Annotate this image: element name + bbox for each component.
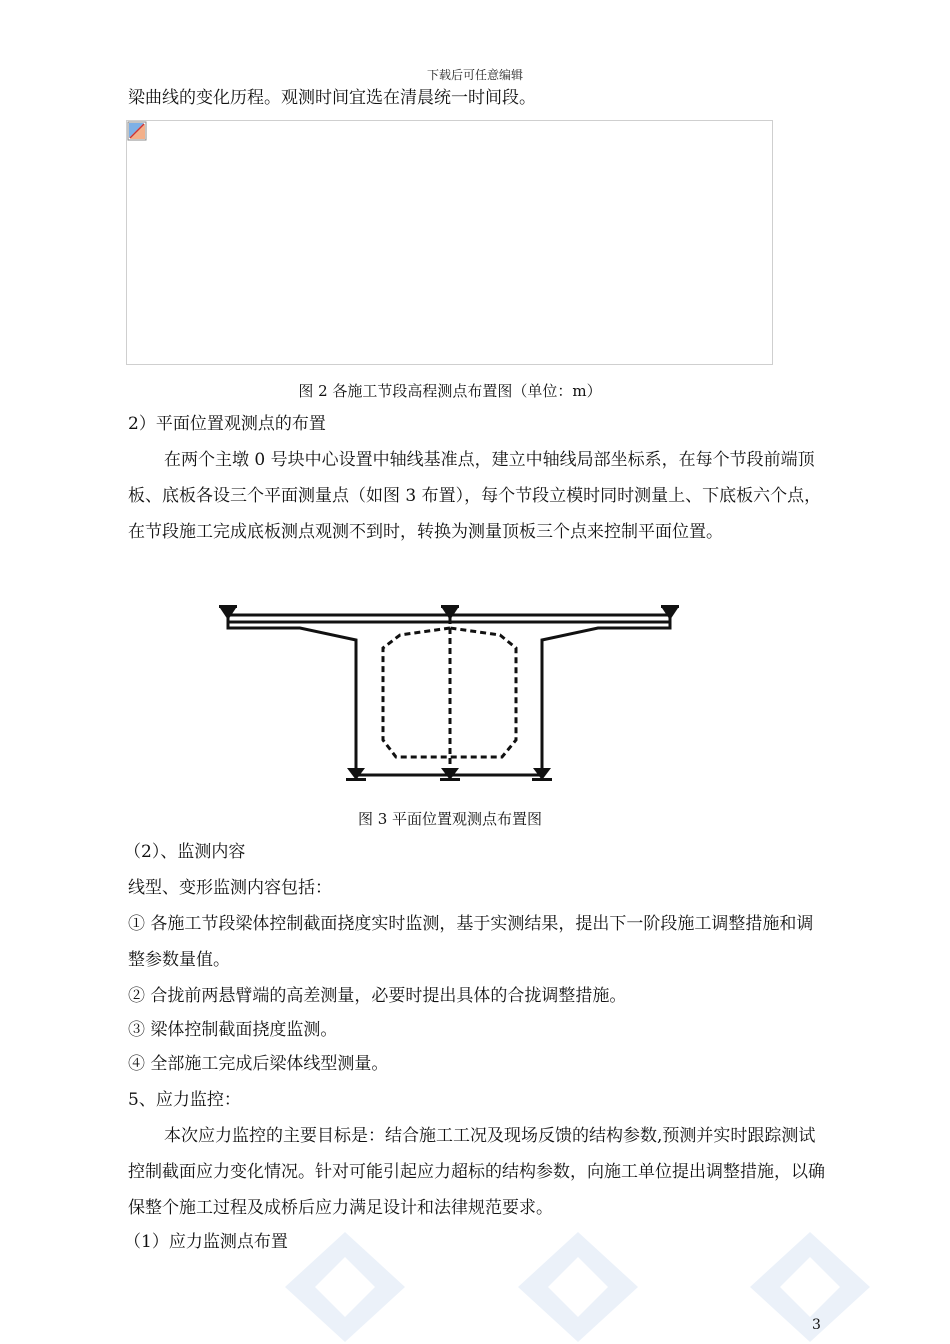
subsection-heading-1: （1）应力监测点布置 — [124, 1232, 288, 1252]
list-item-3: ③ 梁体控制截面挠度监测。 — [128, 1020, 338, 1040]
top-survey-markers — [219, 605, 679, 620]
figure-3-caption: 图 3 平面位置观测点布置图 — [357, 810, 543, 828]
watermark-snowflake-icon-3 — [750, 1232, 870, 1342]
list-item-4: ④ 全部施工完成后梁体线型测量。 — [128, 1054, 389, 1074]
figure-2-image — [126, 120, 773, 365]
body-paragraph-1: 在两个主墩 0 号块中心设置中轴线基准点，建立中轴线局部坐标系，在每个节段前端顶板、底板各设三个平面测量点（如图 3 布置），每个节段立模时同时测量上、下底板六个点，在节段施工完成底板测点观测不到时，转换为测量顶板三个点来控制平面位置。 — [128, 450, 822, 542]
list-item-1: ① 各施工节段梁体控制截面挠度实时监测，基于实测结果，提出下一阶段施工调整措施和调整参数量值。 — [128, 914, 814, 970]
section-heading-2: 2）平面位置观测点的布置 — [128, 414, 326, 434]
list-intro: 线型、变形监测内容包括： — [128, 878, 332, 898]
watermark-snowflake-icon-2 — [518, 1232, 638, 1342]
cross-section-diagram — [210, 600, 690, 790]
list-item-2: ② 合拢前两悬臂端的高差测量，必要时提出具体的合拢调整措施。 — [128, 986, 627, 1006]
figure-2-caption: 图 2 各施工节段高程测点布置图（单位：m） — [298, 382, 602, 400]
paragraph-top: 梁曲线的变化历程。观测时间宜选在清晨统一时间段。 — [128, 88, 536, 108]
page-number: 3 — [812, 1317, 821, 1333]
section-heading-5: 5、应力监控： — [128, 1090, 241, 1110]
body-paragraph-2: 本次应力监控的主要目标是：结合施工工况及现场反馈的结构参数,预测并实时跟踪测试控制截面应力变化情况。针对可能引起应力超标的结构参数，向施工单位提出调整措施，以确保整个施工过程及成桥后应力满足设计和法律规范要求。 — [128, 1126, 825, 1218]
page-header: 下载后可任意编辑 — [426, 68, 523, 82]
subsection-heading-2: （2）、监测内容 — [124, 842, 246, 862]
watermark-snowflake-icon — [285, 1232, 405, 1342]
broken-image-icon — [127, 121, 147, 141]
